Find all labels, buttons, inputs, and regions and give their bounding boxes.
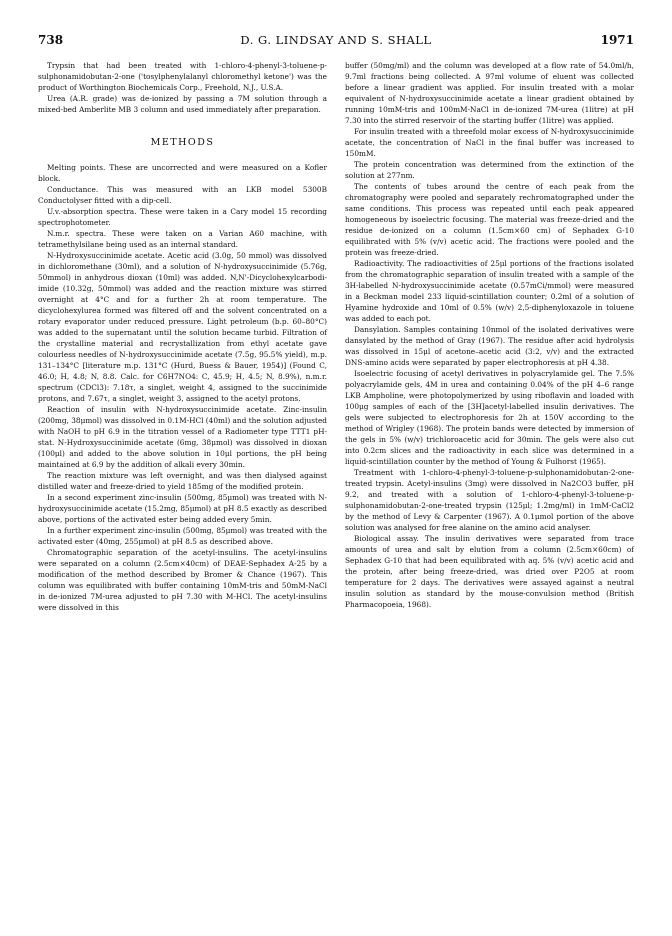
left-column [38, 60, 327, 613]
paragraph: In a second experiment zinc-insulin (500mg, 85μmol) was treated with N-hydroxysuccinimide acetate (15.2mg, 85μmol) at pH 8.5 exactly as described above, portions of the activated ester being added every 5min. [38, 493, 327, 524]
paragraph: Melting points. These are uncorrected and were measured on a Kofler block. [38, 163, 327, 183]
paragraph: Treatment with 1-chloro-4-phenyl-3-toluene-p-sulphonamidobutan-2-one-treated trypsin. Acetyl-insulins (3mg) were dissolved in Na2CO3 buffer, pH 9.2, and treated with a solution of 1-chloro-4-phenyl-3-toluene-p-sulphonamidobutan-2-one-treated trypsin (125μl; 1.2mg/ml) in 1mM-CaCl2 by the method of Levy & Carpenter (1967). A 0.1μmol portion of the above solution was analysed for free alanine on the amino acid analyser. [345, 468, 634, 532]
paragraph: Isoelectric focusing of acetyl derivatives in polyacrylamide gel. The 7.5% polyacrylamide gels, 4M in urea and containing 0.04% of the pH 4–6 range LKB Ampholine, were photopolymerized by using riboflavin and loaded with 100μg samples of each of the [3H]acetyl-labelled insulin derivatives. The gels were subjected to electrophoresis for 2h at 150V according to the method of Wrigley (1968). The protein bands were detected by immersion of the gels in 5% (w/v) trichloroacetic acid for 30min. The gels were also cut into 0.2cm slices and the radioactivity in each slice was determined in a liquid-scintillation counter by the method of Young & Fulhorst (1965). [345, 369, 634, 466]
paragraph: The protein concentration was determined from the extinction of the solution at 277nm. [345, 160, 634, 180]
paragraph: The reaction mixture was left overnight, and was then dialysed against distilled water and freeze-dried to yield 185mg of the modified protein. [38, 471, 327, 491]
paragraph: Conductance. This was measured with an LKB model 5300B Conductolyser fitted with a dip-cell. [38, 185, 327, 205]
paragraph: The contents of tubes around the centre of each peak from the chromatography were pooled and separately rechromatographed under the same conditions. This process was repeated until each peak appeared homogeneous by isoelectric focusing. The material was freeze-dried and the residue de-ionized on a column (1.5cm×60 cm) of Sephadex G-10 equilibrated with 5% (v/v) acetic acid. The fractions were pooled and the protein was freeze-dried. [345, 182, 634, 257]
paragraph: Chromatographic separation of the acetyl-insulins. The acetyl-insulins were separated on a column (2.5cm×40cm) of DEAE-Sephadex A-25 by a modification of the method described by Bromer & Chance (1967). This column was equilibrated with buffer containing 10mM-tris and 50mM-NaCl in de-ionized 7M-urea adjusted to pH 7.30 with M-HCl. The acetyl-insulins were dissolved in this [38, 548, 327, 612]
paragraph: For insulin treated with a threefold molar excess of N-hydroxysuccinimide acetate, the concentration of NaCl in the final buffer was increased to 150mM. [345, 127, 634, 158]
paragraph: In a further experiment zinc-insulin (500mg, 85μmol) was treated with the activated ester (40mg, 255μmol) at pH 8.5 as described above. [38, 526, 327, 546]
paragraph: Radioactivity. The radioactivities of 25μl portions of the fractions isolated from the chromatographic separation of insulin treated with a sample of the 3H-labelled N-hydroxysuccinimide acetate (0.57mCi/mmol) were measured in a Beckman model 233 liquid-scintillation counter; 0.2ml of a solution of Hyamine hydroxide and 10ml of 0.5% (w/v) 2,5-diphenyloxazole in toluene was added to each pot. [345, 259, 634, 323]
paragraph: N.m.r. spectra. These were taken on a Varian A60 machine, with tetramethylsilane being used as an internal standard. [38, 229, 327, 249]
paragraph: Reaction of insulin with N-hydroxysuccinimide acetate. Zinc-insulin (200mg, 38μmol) was dissolved in 0.1M-HCl (40ml) and the solution adjusted with NaOH to pH 6.9 in the titration vessel of a Radiometer type TTT1 pH-stat. N-Hydroxysuccinimide acetate (6mg, 38μmol) was dissolved in dioxan (100μl) and added to the above solution in 10μl portions, the pH being maintained at 6.9 by the addition of alkali every 30min. [38, 405, 327, 469]
page-number: 738 [38, 33, 64, 47]
year: 1971 [600, 33, 634, 47]
paragraph: Biological assay. The insulin derivatives were separated from trace amounts of urea and salt by elution from a column (2.5cm×60cm) of Sephadex G-10 that had been equilibrated with aq. 5% (v/v) acetic acid and the protein, after being freeze-dried, was dried over P2O5 at room temperature for 2 days. The derivatives were assayed against a neutral insulin solution as standard by the mouse-convulsion method (British Pharmacopoeia, 1968). [345, 534, 634, 609]
paragraph: Urea (A.R. grade) was de-ionized by passing a 7M solution through a mixed-bed Amberlite MB 3 column and used immediately after preparation. [38, 94, 327, 114]
right-column [345, 60, 634, 610]
paragraph: Dansylation. Samples containing 10nmol of the isolated derivatives were dansylated by the method of Gray (1967). The residue after acid hydrolysis was dissolved in 15μl of acetone–acetic acid (3:2, v/v) and the extracted DNS-amino acids were separated by paper electrophoresis at pH 4.38. [345, 325, 634, 367]
paragraph: U.v.-absorption spectra. These were taken in a Cary model 15 recording spectrophotometer. [38, 207, 327, 227]
running-title: D. G. LINDSAY AND S. SHALL [240, 33, 432, 47]
paragraph: N-Hydroxysuccinimide acetate. Acetic acid (3.0g, 50 mmol) was dissolved in dichloromethane (30ml), and a solution of N-hydroxysuccinimide (5.76g, 50mmol) in anhydrous dioxan (10ml) was added. N,N'-Dicyclohexylcarbodi-imide (10.32g, 50mmol) was added and the reaction mixture was stirred overnight at 4°C and for a further 2h at room temperature. The dicyclohexylurea formed was filtered off and the solvent concentrated on a rotary evaporator under reduced pressure. Light petroleum (b.p. 60–80°C) was added to the supernatant until the solution became turbid. Filtration of the crystalline material and recrystallization from ethyl acetate gave colourless needles of N-hydroxysuccinimide acetate (7.5g, 95.5% yield), m.p. 131–134°C [literature m.p. 131°C (Hurd, Buess & Bauer, 1954)] (Found C, 46.0; H, 4.8; N, 8.8. Calc. for C6H7NO4: C, 45.9; H, 4.5; N, 8.9%), n.m.r. spectrum (CDCl3): 7.18τ, a singlet, weight 4, assigned to the succinimide protons, and 7.67τ, a singlet, weight 3, assigned to the acetyl protons. [38, 251, 327, 403]
page-header [38, 33, 634, 51]
section-heading-methods: METHODS [150, 137, 215, 148]
paragraph: buffer (50mg/ml) and the column was developed at a flow rate of 54.0ml/h, 9.7ml fractions being collected. A 97ml volume of eluent was collected before a linear gradient was applied. For insulin treated with a molar equivalent of N-hydroxysuccinimide acetate a linear gradient obtained by running 10mM-tris and 100mM-NaCl in de-ionized 7M-urea (1litre) at pH 7.30 into the stirred reservoir of the starting buffer (1litre) was applied. [345, 61, 634, 125]
paragraph: Trypsin that had been treated with 1-chloro-4-phenyl-3-toluene-p-sulphonamidobutan-2-one ('tosylphenylalanyl chloromethyl ketone') was the product of Worthington Biochemicals Corp., Freehold, N.J., U.S.A. [38, 61, 327, 92]
